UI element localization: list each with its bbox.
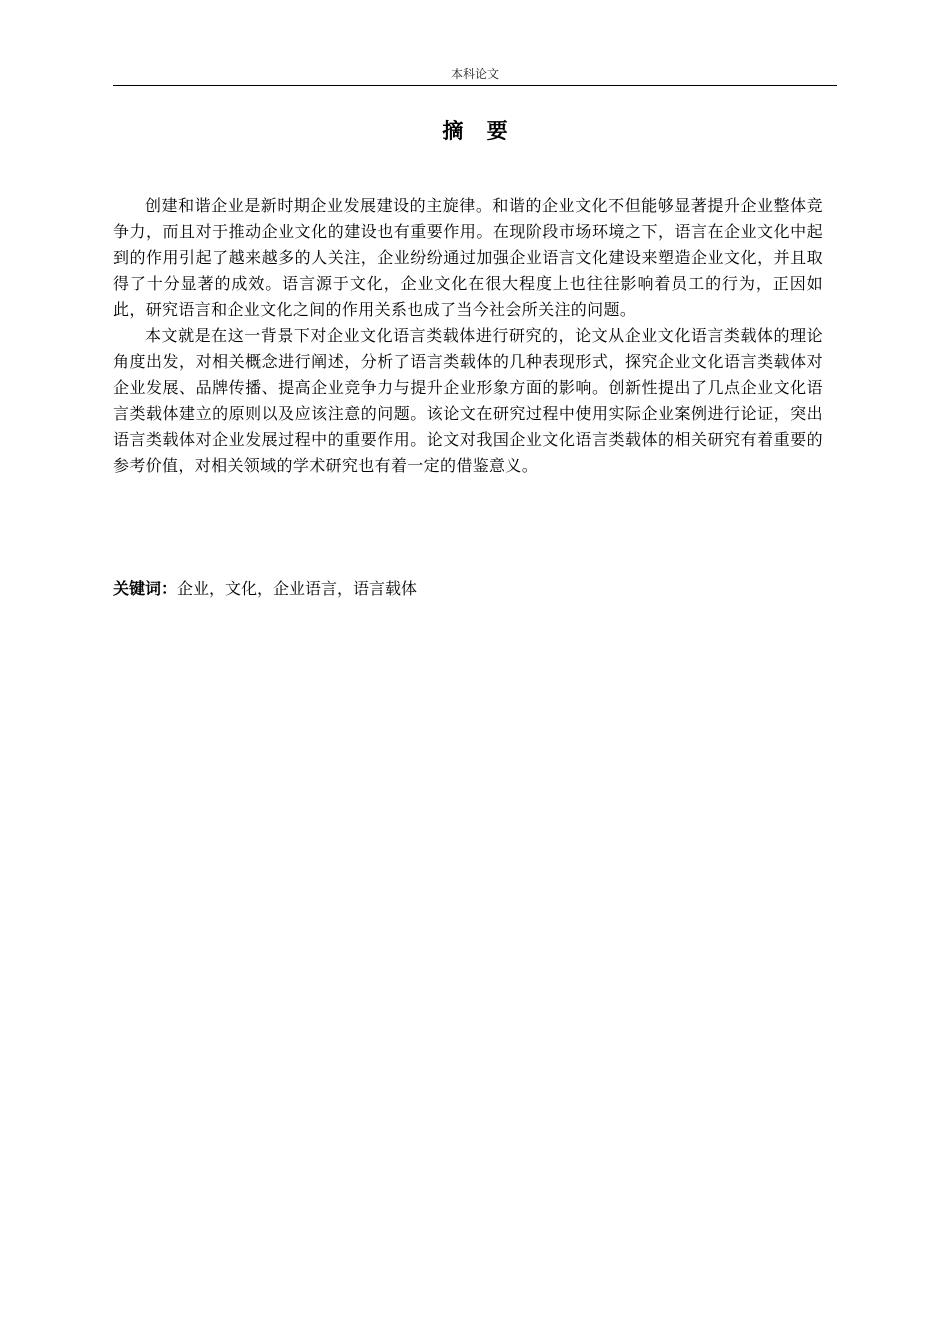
abstract-body [113,193,823,479]
keywords-text: 企业，文化，企业语言，语言载体 [177,579,418,598]
running-header: 本科论文 [450,67,499,81]
header-rule [113,85,837,86]
keywords-line [113,576,823,602]
abstract-paragraph-2: 本文就是在这一背景下对企业文化语言类载体进行研究的，论文从企业文化语言类载体的理论角度出发，对相关概念进行阐述，分析了语言类载体的几种表现形式，探究企业文化语言类载体对企业发展、品牌传播、提高企业竞争力与提升企业形象方面的影响。创新性提出了几点企业文化语言类载体建立的原则以及应该注意的问题。该论文在研究过程中使用实际企业案例进行论证，突出语言类载体对企业发展过程中的重要作用。论文对我国企业文化语言类载体的相关研究有着重要的参考价值，对相关领域的学术研究也有着一定的借鉴意义。 [113,326,823,475]
abstract-title: 摘 要 [442,119,516,143]
keywords-label: 关键词： [113,579,178,598]
abstract-paragraph-1: 创建和谐企业是新时期企业发展建设的主旋律。和谐的企业文化不但能够显著提升企业整体竞争力，而且对于推动企业文化的建设也有重要作用。在现阶段市场环境之下，语言在企业文化中起到的作用引起了越来越多的人关注，企业纷纷通过加强企业语言文化建设来塑造企业文化，并且取得了十分显著的成效。语言源于文化，企业文化在很大程度上也往往影响着员工的行为，正因如此，研究语言和企业文化之间的作用关系也成了当今社会所关注的问题。 [113,196,823,319]
